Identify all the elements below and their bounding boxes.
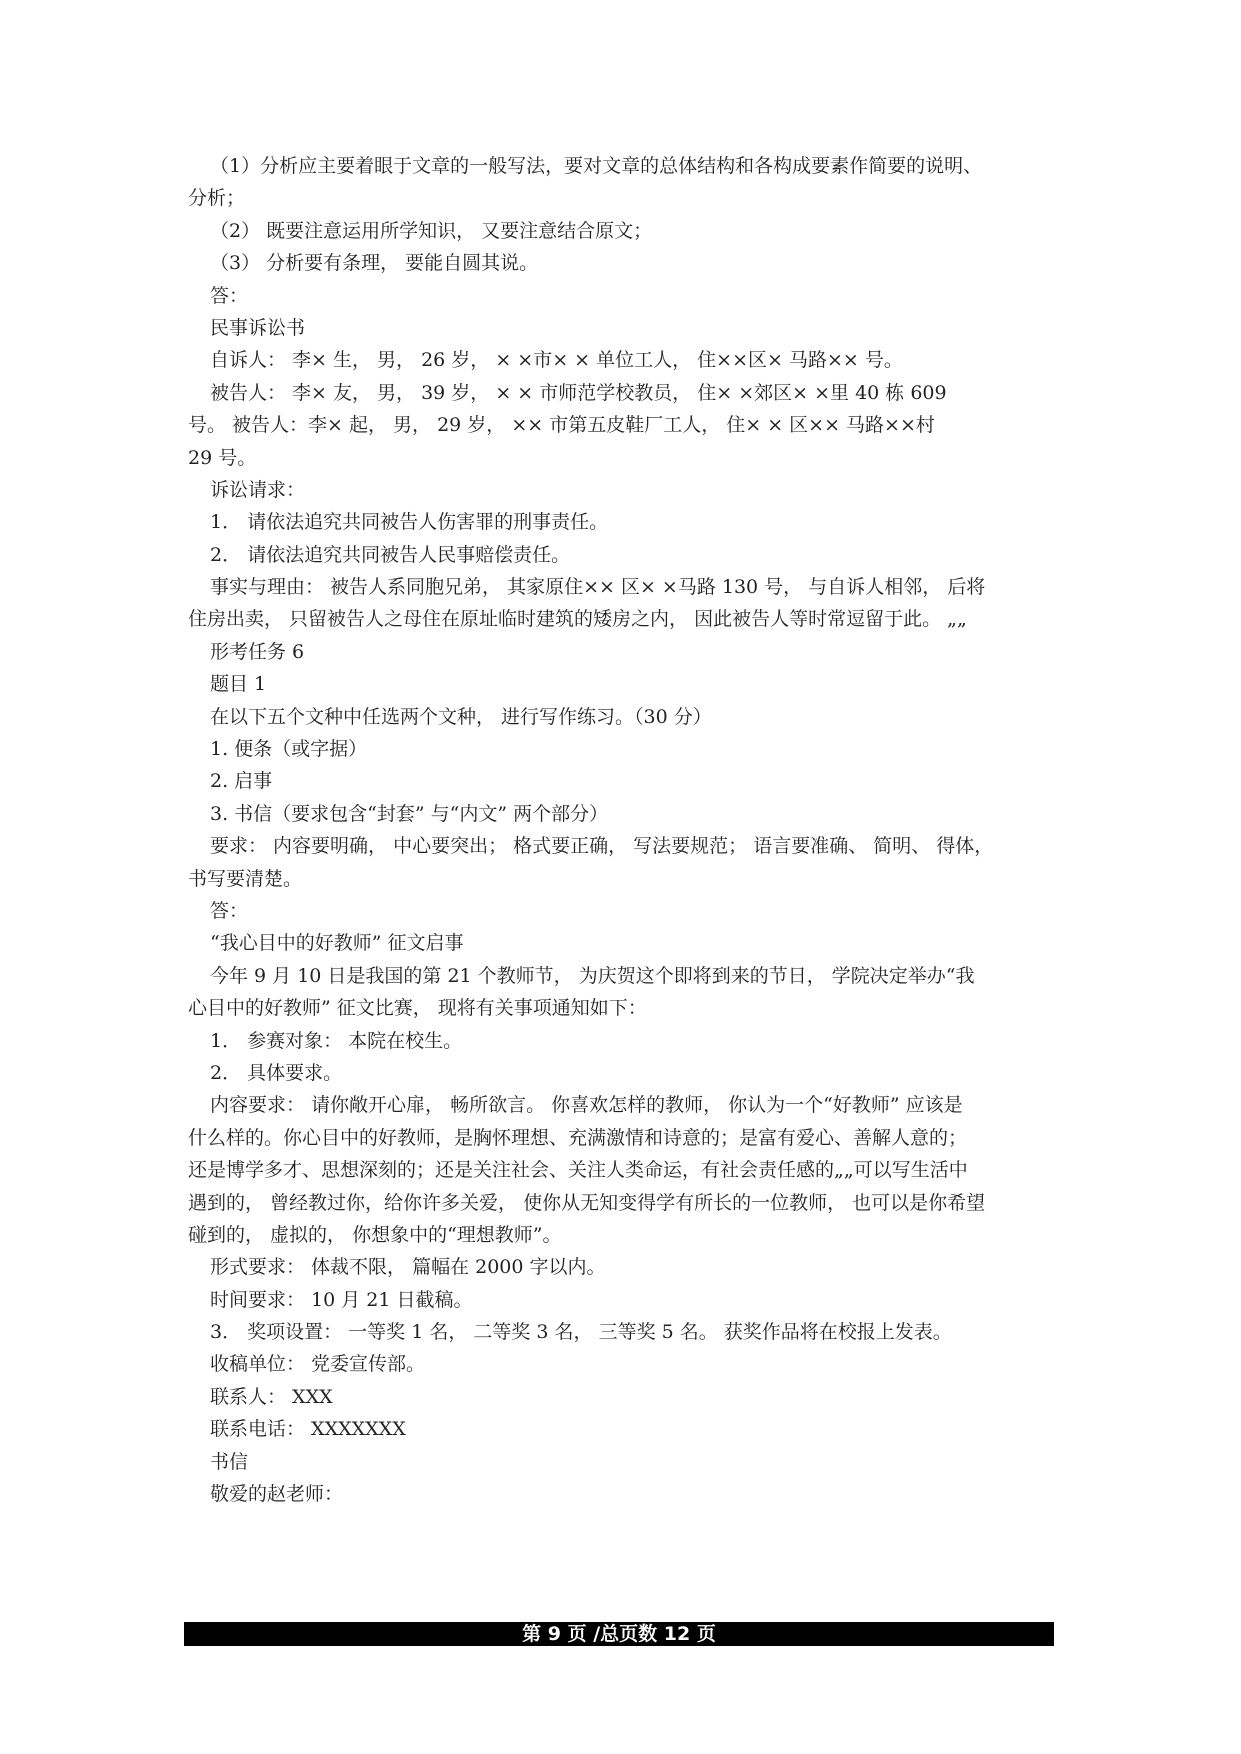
text-line: 什么样的。你心目中的好教师，是胸怀理想、充满激情和诗意的；是富有爱心、善解人意的； xyxy=(188,1126,968,1149)
text-line: 事实与理由： 被告人系同胞兄弟， 其家原住×× 区× ×马路 130 号， 与自诉人相邻， 后将 xyxy=(210,576,986,599)
text-line: 形考任务 6 xyxy=(210,640,305,663)
text-line: 住房出卖， 只留被告人之母住在原址临时建筑的矮房之内， 因此被告人等时常逗留于此。 „„ xyxy=(188,608,967,631)
text-line: 2． 具体要求。 xyxy=(210,1061,343,1084)
text-line: 敬爱的赵老师： xyxy=(210,1483,344,1506)
text-line: 29 号。 xyxy=(188,446,257,469)
text-line: 收稿单位： 党委宣传部。 xyxy=(210,1353,426,1376)
text-line: 书信 xyxy=(210,1450,249,1473)
text-line: 内容要求： 请你敞开心扉， 畅所欲言。 你喜欢怎样的教师， 你认为一个“好教师” 应该是 xyxy=(210,1094,963,1117)
text-line: 遇到的， 曾经教过你，给你许多关爱， 使你从无知变得学有所长的一位教师， 也可以是你希望 xyxy=(188,1191,986,1214)
text-line: “我心目中的好教师” 征文启事 xyxy=(210,932,464,955)
text-line: 题目 1 xyxy=(210,673,267,696)
text-line: 1． 参赛对象： 本院在校生。 xyxy=(210,1029,463,1052)
text-line: 民事诉讼书 xyxy=(210,316,306,339)
text-line: 被告人： 李× 友， 男， 39 岁， × × 市师范学校教员， 住× ×郊区× ×里 40 栋 609 xyxy=(210,381,947,404)
text-line: 1. 便条（或字据） xyxy=(210,738,368,761)
text-line: 心目中的好教师” 征文比赛， 现将有关事项通知如下： xyxy=(188,997,647,1020)
text-line: 诉讼请求： xyxy=(210,478,306,501)
text-line: 3. 书信（要求包含“封套” 与“内文” 两个部分） xyxy=(210,802,609,825)
text-line: 今年 9 月 10 日是我国的第 21 个教师节， 为庆贺这个即将到来的节日， 学院决定举办“我 xyxy=(210,964,975,987)
text-line: （2） 既要注意运用所学知识， 又要注意结合原文； xyxy=(210,219,653,242)
text-line: 2． 请依法追究共同被告人民事赔偿责任。 xyxy=(210,543,571,566)
text-line: 还是博学多才、思想深刻的；还是关注社会、关注人类命运，有社会责任感的„„可以写生活中 xyxy=(188,1159,968,1182)
text-line: （3） 分析要有条理， 要能自圆其说。 xyxy=(210,252,539,275)
text-line: 答： xyxy=(210,899,249,922)
text-line: 要求： 内容要明确， 中心要突出； 格式要正确， 写法要规范； 语言要准确、 简明、 得体， xyxy=(210,835,994,858)
text-line: 时间要求： 10 月 21 日截稿。 xyxy=(210,1288,473,1311)
document-body xyxy=(188,150,1068,1510)
page-number-label: 第 9 页 /总页数 12 页 xyxy=(522,1623,716,1645)
text-line: 答： xyxy=(210,284,249,307)
text-line: 联系人： XXX xyxy=(210,1385,333,1408)
text-line: 联系电话： XXXXXXX xyxy=(210,1418,406,1441)
text-line: 自诉人： 李× 生， 男， 26 岁， × ×市× × 单位工人， 住××区× 马路×× 号。 xyxy=(210,349,903,372)
text-line: 形式要求： 体裁不限， 篇幅在 2000 字以内。 xyxy=(210,1256,606,1279)
text-line: 书写要清楚。 xyxy=(188,867,303,890)
text-line: 号。 被告人：李× 起， 男， 29 岁， ×× 市第五皮鞋厂工人， 住× × 区×× 马路××村 xyxy=(188,414,935,437)
text-line: 在以下五个文种中任选两个文种， 进行写作练习。（30 分） xyxy=(210,705,712,728)
text-line: 1． 请依法追究共同被告人伤害罪的刑事责任。 xyxy=(210,511,609,534)
text-line: 2. 启事 xyxy=(210,770,273,793)
text-line: 分析； xyxy=(188,187,246,210)
page-footer xyxy=(184,1622,1054,1646)
text-line: 3． 奖项设置： 一等奖 1 名， 二等奖 3 名， 三等奖 5 名。 获奖作品将在校报上发表。 xyxy=(210,1321,952,1344)
text-line: 碰到的， 虚拟的， 你想象中的“理想教师”。 xyxy=(188,1223,562,1246)
text-line: （1）分析应主要着眼于文章的一般写法，要对文章的总体结构和各构成要素作简要的说明、 xyxy=(210,155,983,177)
